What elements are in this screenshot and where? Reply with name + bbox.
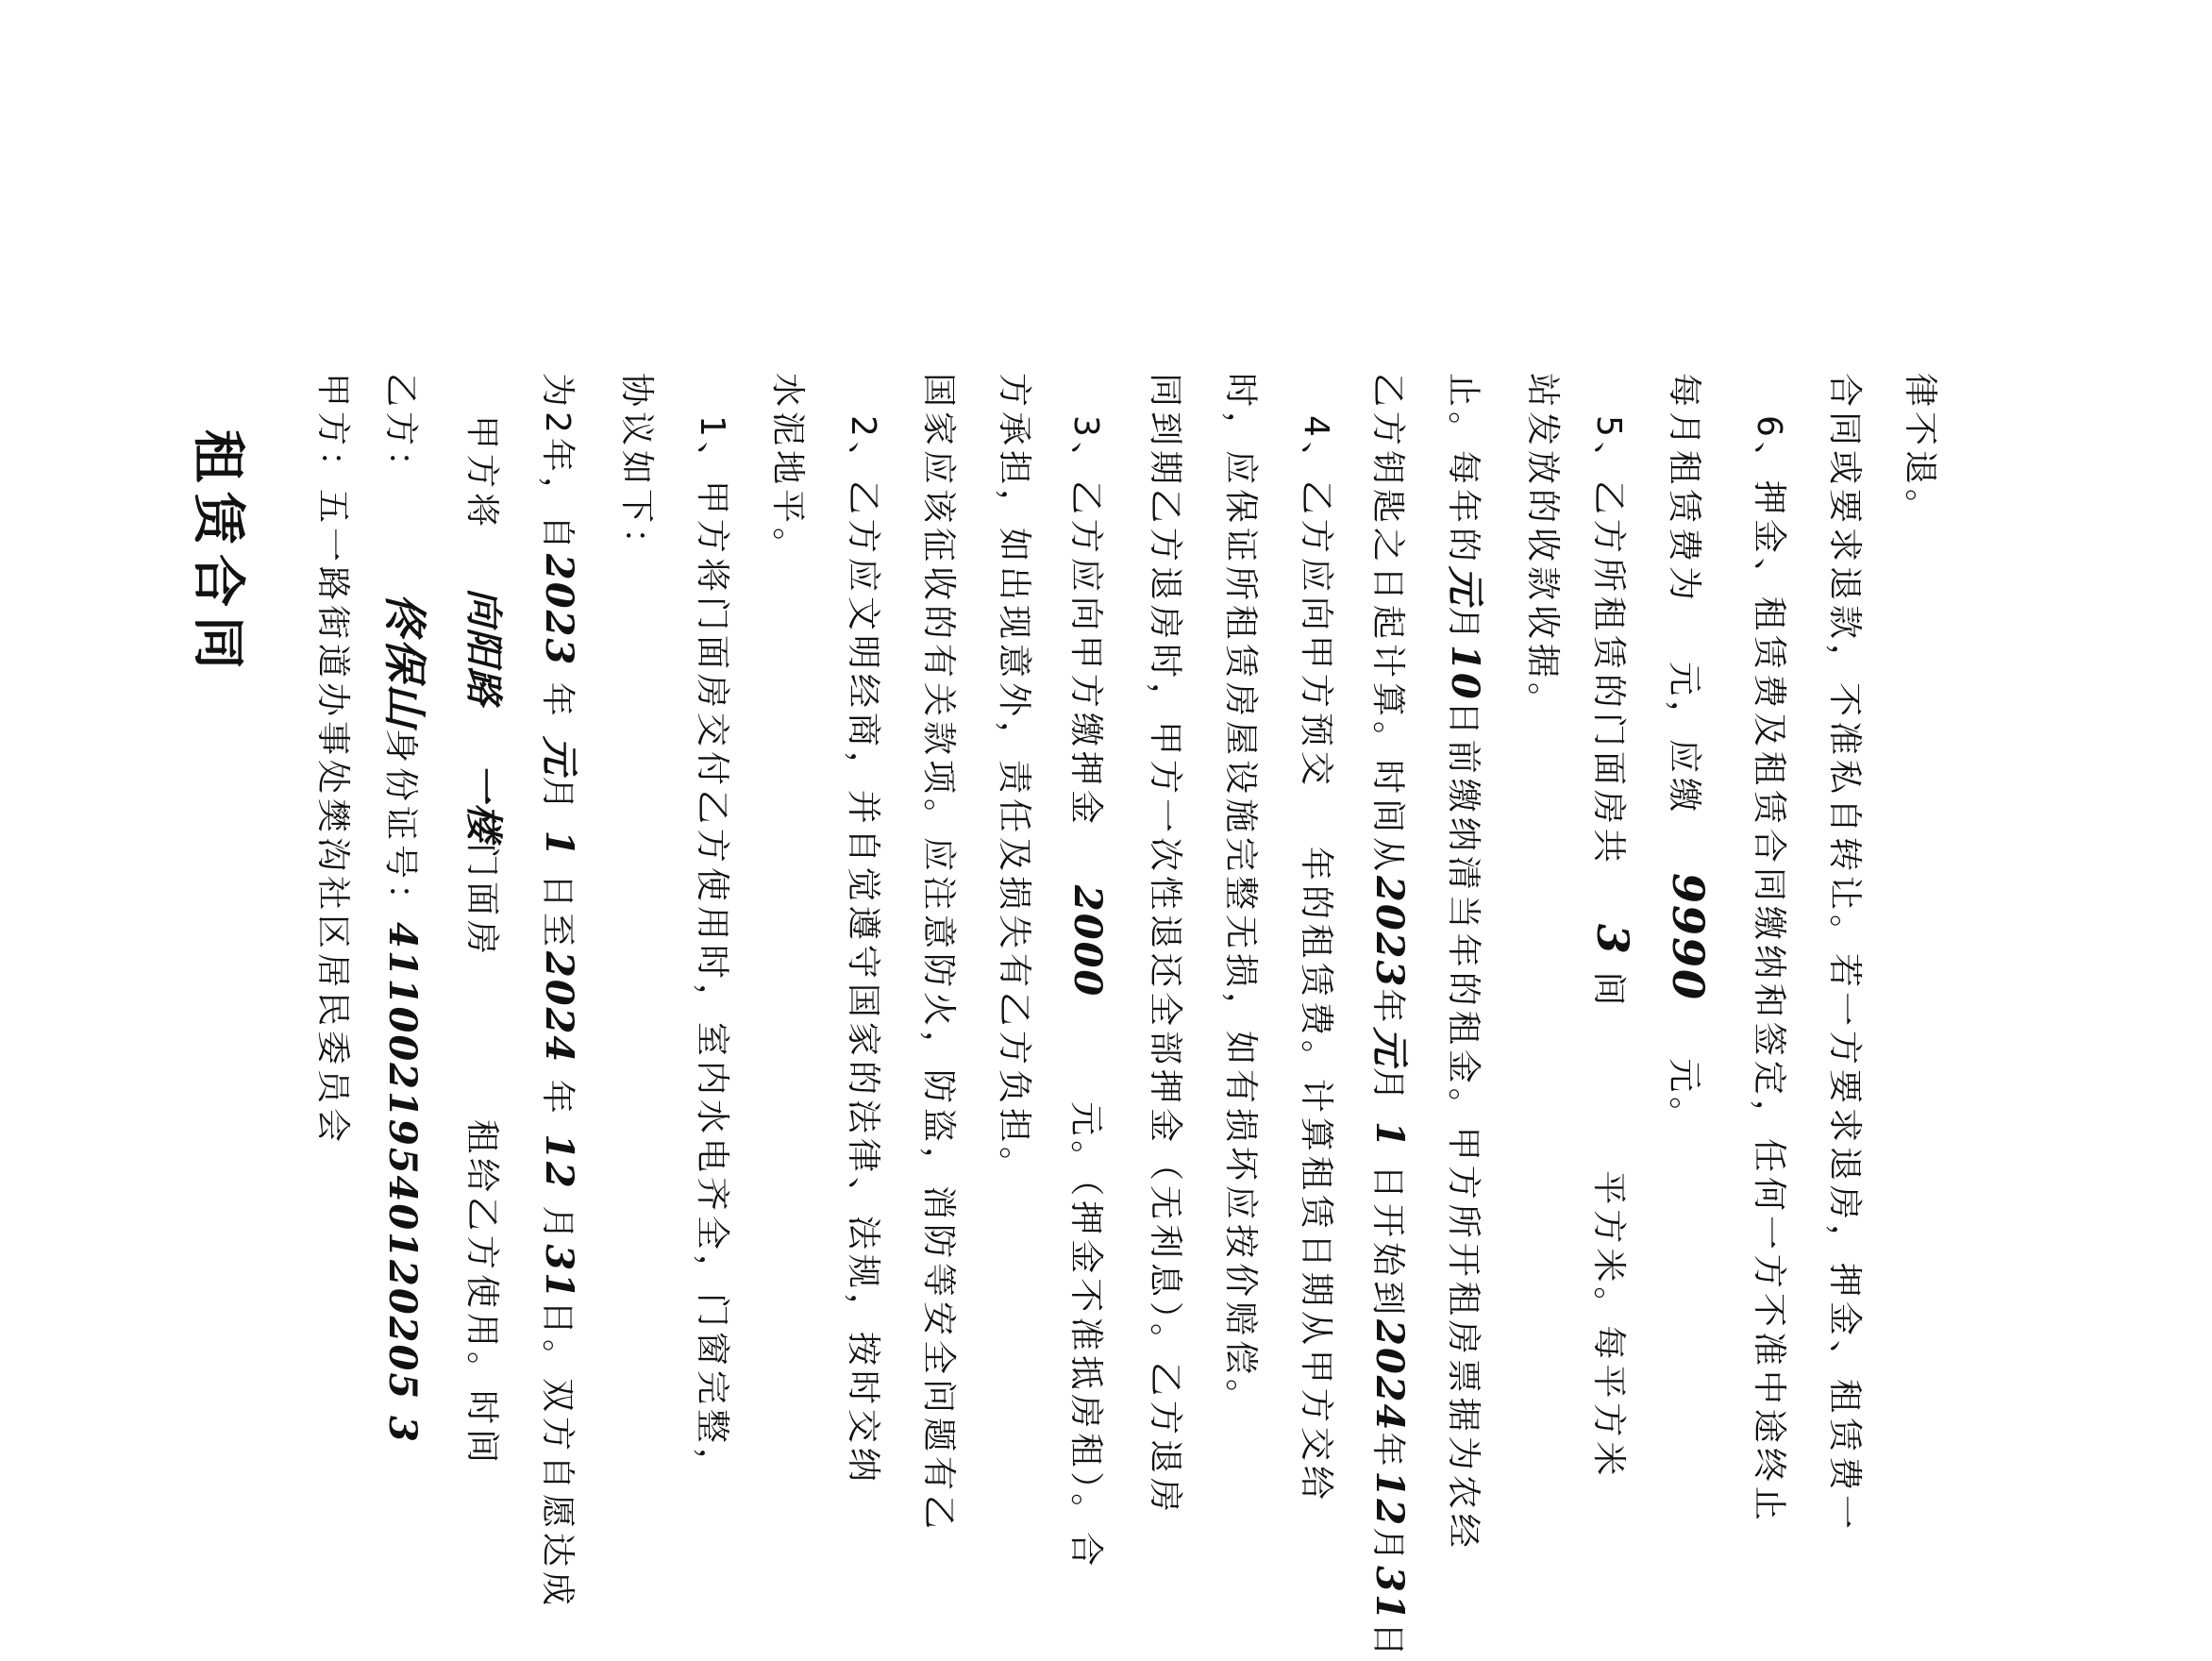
party-a-line: 甲方：五一路街道办事处樊沟社区居民委员会 — [313, 373, 352, 1148]
party-b-line: 乙方：佟保山身份证号：41100219540120205 3 — [379, 373, 430, 1444]
clause-3: 3、乙方应向甲方缴押金2000元。（押金不准抵房租）。合 — [1065, 415, 1110, 1571]
clause-4: 4、乙方应向甲方预交年的租赁费。计算租赁日期从甲方交给 — [1297, 415, 1335, 1504]
clause-4-cont-2: 止。每年的元月10日前缴纳清当年的租金。甲方所开租房票据为农经 — [1443, 373, 1487, 1552]
total-fee-handwritten: 9990 — [1663, 873, 1714, 1002]
clause-4-cont-1: 乙方钥匙之日起计算。时间从2023年元月 1 日开始到2024年12月31日 — [1367, 373, 1412, 1661]
deposit-amount-handwritten: 2000 — [1065, 884, 1110, 998]
id-number-handwritten: 41100219540120205 3 — [380, 922, 425, 1444]
clause-1: 1、甲方将门面房交付乙方使用时，室内水电齐全，门窗完整， — [693, 415, 731, 1486]
clause-2-cont-1: 国家应该征收的有关款项。应注意防火，防盗，消防等安全问题有乙 — [919, 373, 958, 1535]
clause-6: 6、押金、租赁费及租赁合同缴纳和签定，任何一方不准中途终止 — [1750, 415, 1788, 1525]
clause-5: 5、乙方所租赁的门面房共3 间平方米。每平方米 — [1587, 415, 1638, 1481]
clause-3-cont-1: 同到期乙方退房时，甲方一次性退还全部押金（无利息）。乙方退房 — [1146, 373, 1184, 1518]
clause-2: 2、乙方应文明经商，并自觉遵守国家的法律、法规，按时交纳 — [844, 415, 882, 1486]
agreement-intro: 协议如下： — [617, 373, 656, 567]
lease-location-line: 甲方将向阳路一楼门面房租给乙方使用。时间 — [461, 415, 506, 1468]
clause-6-cont-1: 合同或要求退款，不准私自转让。若一方要求退房，押金、租赁费一 — [1825, 373, 1864, 1535]
clause-2-cont-2: 方承担，如出现意外，责任及损失有乙方负担。 — [995, 373, 1033, 1186]
clause-3-cont-2: 时，应保证所租赁房屋设施完整无损，如有损坏应按价赔偿。 — [1221, 373, 1260, 1418]
party-b-name-handwritten: 佟保山 — [379, 593, 430, 730]
lease-period-line: 为2年，自2023 年 元月 1 日至2024 年 12 月31日。双方自愿达成 — [537, 373, 581, 1611]
clause-1-cont: 水泥地平。 — [768, 373, 807, 567]
clause-6-cont-2: 律不退。 — [1901, 373, 1939, 528]
floor-handwritten: 一楼 — [461, 763, 506, 844]
room-count-handwritten: 3 — [1587, 923, 1638, 956]
road-name-handwritten: 向阳路 — [461, 588, 506, 708]
clause-4-cont-3: 站发放的收款收据。 — [1523, 373, 1562, 722]
clause-5-cont: 每月租赁费为元，应缴9990元。 — [1663, 373, 1714, 1136]
contract-title: 租赁合同 — [187, 429, 248, 679]
